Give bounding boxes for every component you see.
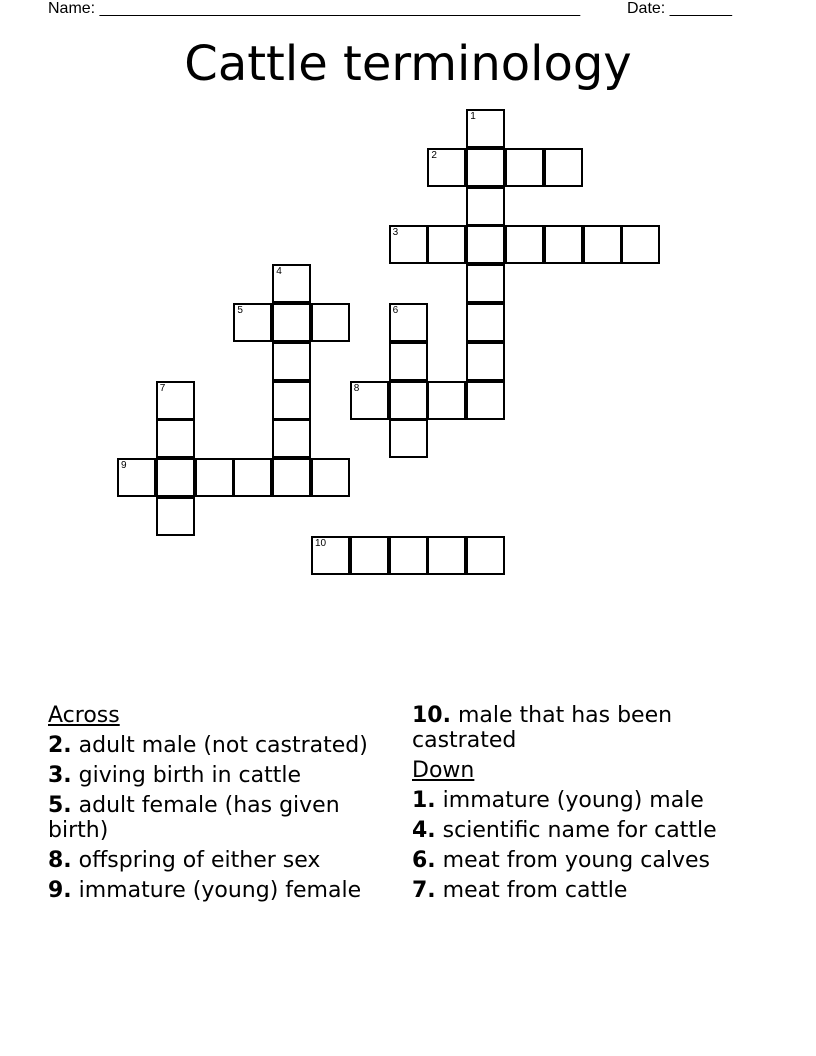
grid-cell[interactable] [117, 458, 156, 497]
grid-cell[interactable] [466, 303, 505, 342]
clue-number: 4 [276, 266, 282, 278]
down-heading: Down [412, 758, 475, 783]
grid-cell[interactable] [311, 303, 350, 342]
clues-left-column [48, 703, 388, 908]
down-clue: 7. meat from cattle [412, 878, 628, 903]
date-field-label: Date: _______ [627, 0, 732, 17]
grid-cell[interactable] [583, 225, 622, 264]
grid-cell[interactable] [389, 303, 428, 342]
clue-number: 10 [315, 537, 327, 549]
grid-cell[interactable] [156, 458, 195, 497]
grid-cell[interactable] [427, 225, 466, 264]
grid-cell[interactable] [233, 458, 272, 497]
grid-cell[interactable] [505, 148, 544, 187]
grid-cell[interactable] [350, 381, 389, 420]
across-clue: 8. offspring of either sex [48, 848, 321, 873]
clue-number: 6 [392, 305, 399, 316]
grid-cell[interactable] [311, 458, 350, 497]
grid-cell[interactable] [389, 342, 428, 381]
grid-cell[interactable] [466, 109, 505, 148]
grid-cell[interactable] [466, 536, 505, 575]
grid-cell[interactable] [389, 381, 428, 420]
grid-cell[interactable] [233, 303, 272, 342]
grid-cell[interactable] [272, 381, 311, 420]
across-clue: 3. giving birth in cattle [48, 763, 301, 788]
grid-cell[interactable] [466, 225, 505, 264]
grid-cell[interactable] [544, 225, 583, 264]
page-title: Cattle terminology [184, 36, 632, 92]
grid-cell[interactable] [272, 342, 311, 381]
clues-right-column [412, 703, 772, 908]
grid-cell[interactable] [466, 187, 505, 226]
grid-cell[interactable] [350, 536, 389, 575]
across-clue: 10. male that has been castrated [412, 703, 673, 753]
grid-cell[interactable] [466, 381, 505, 420]
grid-cell[interactable] [505, 225, 544, 264]
grid-cell[interactable] [311, 536, 350, 575]
across-clue: 2. adult male (not castrated) [48, 733, 368, 758]
grid-cell[interactable] [272, 303, 311, 342]
grid-cell[interactable] [272, 419, 311, 458]
down-clue: 4. scientific name for cattle [412, 818, 717, 843]
grid-cell[interactable] [466, 264, 505, 303]
across-clue: 5. adult female (has given birth) [48, 793, 340, 843]
grid-cell[interactable] [427, 536, 466, 575]
grid-cell[interactable] [195, 458, 234, 497]
down-clue: 6. meat from young calves [412, 848, 710, 873]
clue-number: 7 [159, 382, 166, 394]
grid-cell[interactable] [156, 381, 195, 420]
grid-cell[interactable] [389, 536, 428, 575]
grid-cell[interactable] [466, 342, 505, 381]
grid-cell[interactable] [621, 225, 660, 264]
clue-number: 2 [431, 149, 437, 161]
grid-cell[interactable] [544, 148, 583, 187]
grid-cell[interactable] [427, 381, 466, 420]
grid-cell[interactable] [466, 148, 505, 187]
grid-cell[interactable] [272, 264, 311, 303]
clue-number: 3 [392, 227, 399, 239]
grid-cell[interactable] [156, 419, 195, 458]
clue-number: 9 [121, 460, 127, 472]
grid-cell[interactable] [156, 497, 195, 536]
clue-number: 8 [353, 382, 360, 394]
grid-cell[interactable] [389, 419, 428, 458]
grid-cell[interactable] [427, 148, 466, 187]
across-clue: 9. immature (young) female [48, 878, 362, 903]
down-clue: 1. immature (young) male [412, 788, 704, 813]
clue-number: 5 [237, 305, 243, 316]
name-field-label: Name: ______________________________________________________ [48, 0, 581, 17]
grid-cell[interactable] [389, 225, 428, 264]
grid-cell[interactable] [272, 458, 311, 497]
across-heading: Across [48, 703, 120, 728]
clue-number: 1 [470, 111, 476, 122]
